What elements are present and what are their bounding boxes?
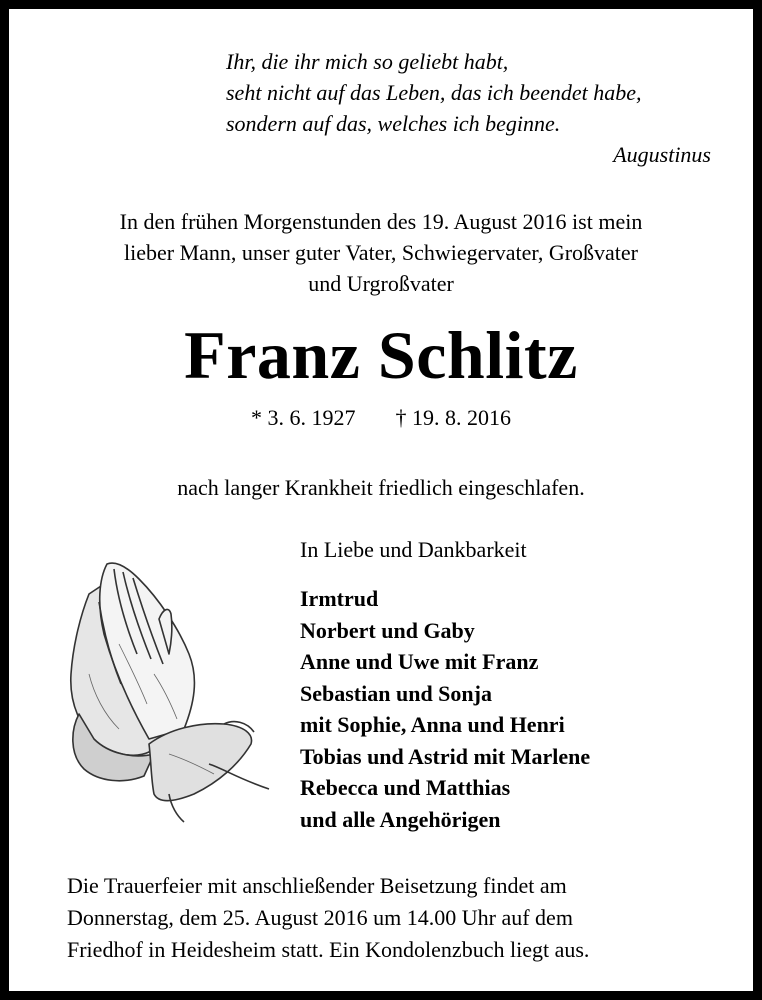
closing-line: nach langer Krankheit friedlich eingeschlafen. [177, 475, 585, 500]
mourner-name: Rebecca und Matthias [300, 775, 511, 800]
intro-line: und Urgroßvater [308, 271, 454, 296]
mourner-name: Tobias und Astrid mit Marlene [300, 743, 591, 769]
gratitude-heading: In Liebe und Dankbarkeit [300, 537, 527, 562]
life-dates [9, 405, 753, 431]
deceased-name: Franz Schlitz [184, 317, 578, 393]
intro-text [9, 206, 753, 299]
intro-line: In den frühen Morgenstunden des 19. August 2016 ist mein [119, 209, 643, 234]
mourner-name: mit Sophie, Anna und Henri [300, 712, 565, 737]
mourner-name: Norbert und Gaby [300, 617, 475, 643]
funeral-line: Donnerstag, dem 25. August 2016 um 14.00 Uhr auf dem [67, 905, 573, 930]
mourners-list [300, 583, 590, 835]
funeral-line: Die Trauerfeier mit anschließender Beisetzung findet am [67, 873, 567, 898]
intro-line: lieber Mann, unser guter Vater, Schwiegervater, Großvater [123, 240, 639, 265]
quote-author: Augustinus [613, 142, 711, 167]
quote-line: sondern auf das, welches ich beginne. [226, 111, 561, 136]
quote-line: seht nicht auf das Leben, das ich beendet habe, [226, 80, 642, 105]
mourner-name: Irmtrud [300, 586, 379, 611]
funeral-line: Friedhof in Heidesheim statt. Ein Kondolenzbuch liegt aus. [67, 937, 590, 962]
mourner-name: Sebastian und Sonja [300, 680, 492, 706]
praying-hands-icon [59, 554, 284, 824]
quote-line: Ihr, die ihr mich so geliebt habt, [226, 49, 509, 74]
mourner-name: Anne und Uwe mit Franz [300, 649, 539, 674]
death-date: † 19. 8. 2016 [395, 405, 511, 430]
funeral-info [67, 870, 589, 966]
birth-date: * 3. 6. 1927 [251, 405, 356, 430]
mourner-name: und alle Angehörigen [300, 806, 501, 832]
quote [226, 46, 746, 139]
